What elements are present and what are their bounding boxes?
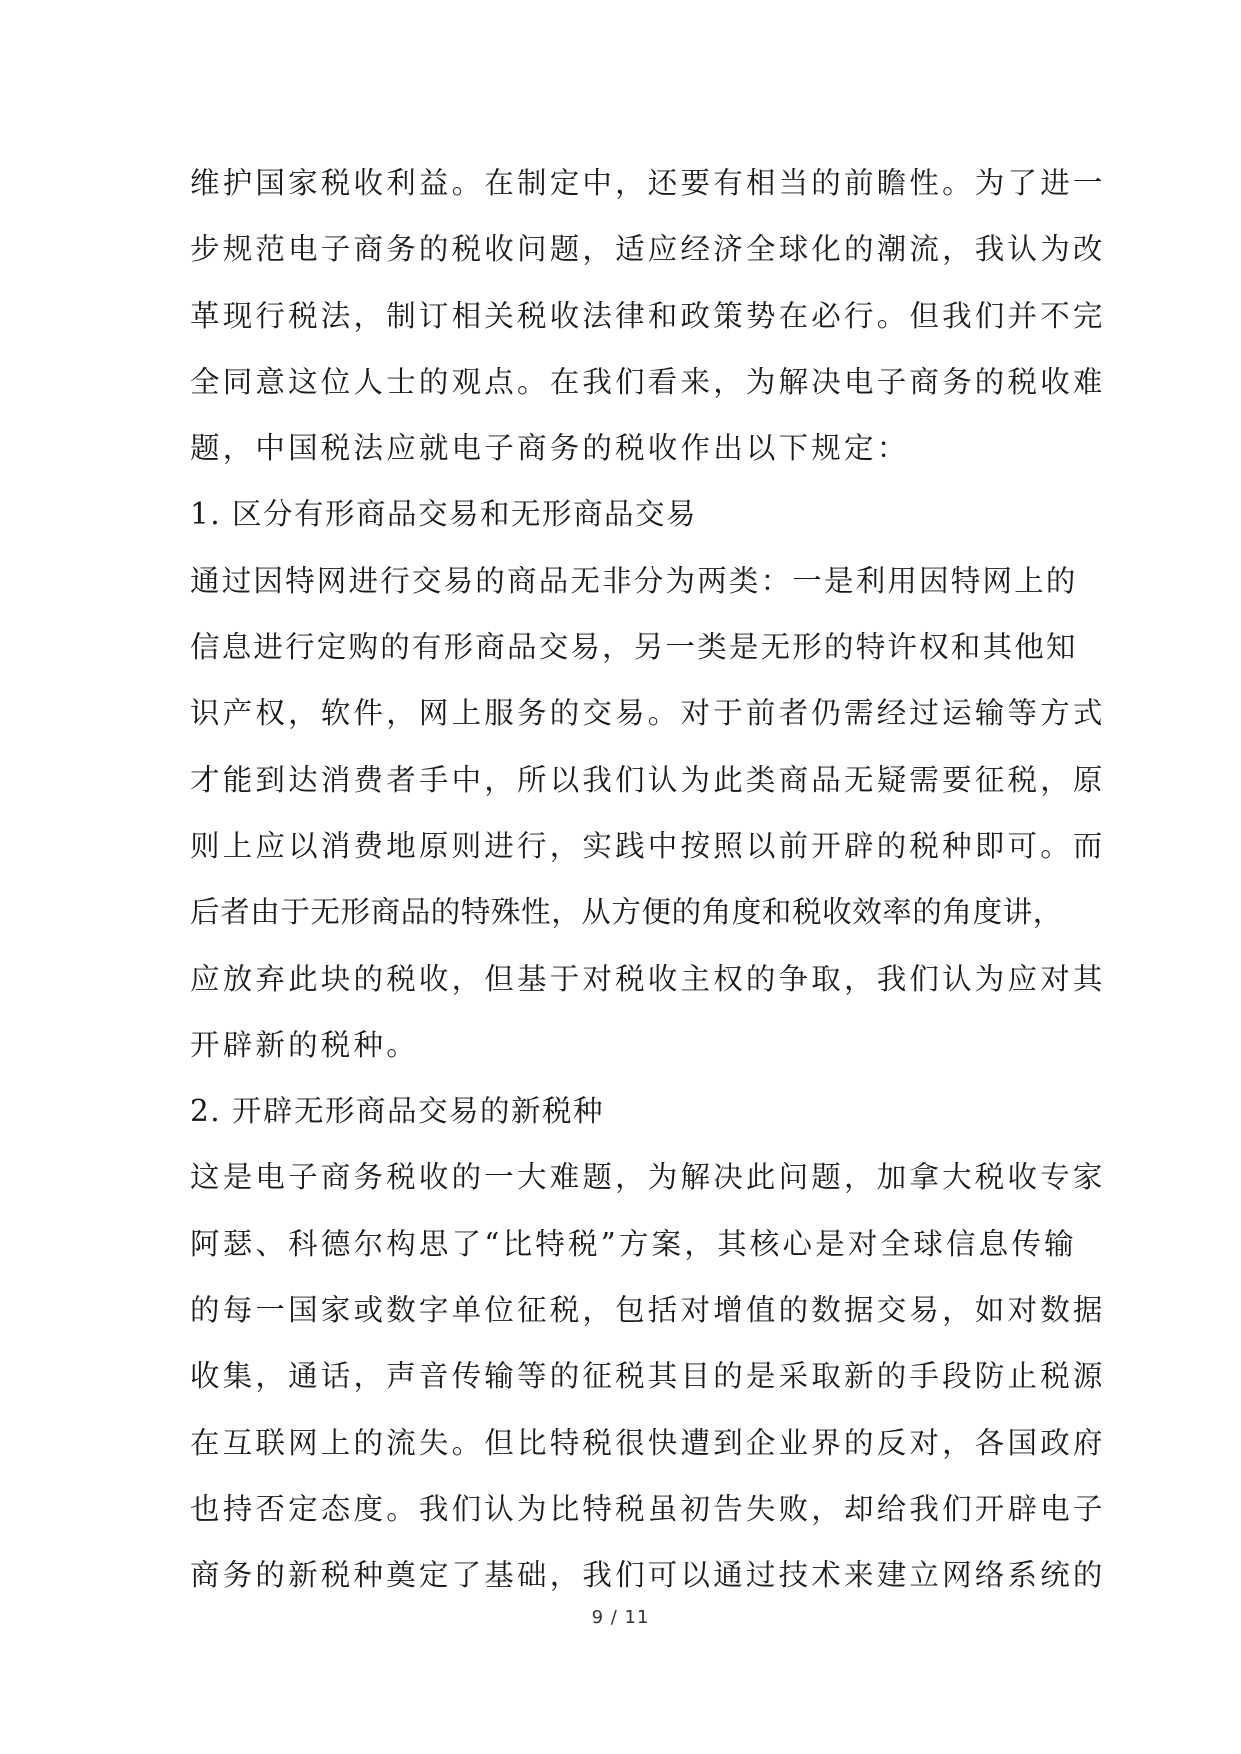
page-number: 9 / 11 <box>591 1607 650 1628</box>
paragraph-line: 阿瑟、科德尔构思了“比特税”方案，其核心是对全球信息传输 <box>190 1226 1077 1261</box>
section-heading-1: 1. 区分有形商品交易和无形商品交易 <box>190 497 698 532</box>
paragraph-line: 后者由于无形商品的特殊性，从方便的角度和税收效率的角度讲， <box>190 895 1063 930</box>
paragraph-line: 这是电子商务税收的一大难题，为解决此问题，加拿大税收专家 <box>190 1160 1106 1195</box>
paragraph-line: 的每一国家或数字单位征税，包括对增值的数据交易，如对数据 <box>190 1293 1106 1328</box>
paragraph-line: 革现行税法，制订相关税收法律和政策势在必行。但我们并不完 <box>190 298 1106 333</box>
document-body <box>190 150 1106 1609</box>
paragraph-line: 信息进行定购的有形商品交易，另一类是无形的特许权和其他知 <box>190 630 1078 665</box>
paragraph-line: 通过因特网进行交易的商品无非分为两类：一是利用因特网上的 <box>190 563 1078 598</box>
paragraph-line: 收集，通话，声音传输等的征税其目的是采取新的手段防止税源 <box>190 1359 1106 1394</box>
paragraph-line: 识产权，软件，网上服务的交易。对于前者仍需经过运输等方式 <box>190 696 1106 731</box>
paragraph-line: 题，中国税法应就电子商务的税收作出以下规定： <box>190 431 910 466</box>
paragraph-line: 则上应以消费地原则进行，实践中按照以前开辟的税种即可。而 <box>190 828 1106 863</box>
paragraph-line: 步规范电子商务的税收问题，适应经济全球化的潮流，我认为改 <box>190 232 1106 267</box>
section-heading-2: 2. 开辟无形商品交易的新税种 <box>190 1094 605 1129</box>
paragraph-line: 才能到达消费者手中，所以我们认为此类商品无疑需要征税，原 <box>190 762 1106 797</box>
paragraph-line: 开辟新的税种。 <box>190 1027 419 1062</box>
paragraph-line: 维护国家税收利益。在制定中，还要有相当的前瞻性。为了进一 <box>190 166 1106 200</box>
paragraph-line: 商务的新税种奠定了基础，我们可以通过技术来建立网络系统的 <box>190 1558 1106 1593</box>
paragraph-line: 也持否定态度。我们认为比特税虽初告失败，却给我们开辟电子 <box>190 1491 1106 1526</box>
paragraph-line: 全同意这位人士的观点。在我们看来，为解决电子商务的税收难 <box>190 364 1106 399</box>
paragraph-line: 在互联网上的流失。但比特税很快遭到企业界的反对，各国政府 <box>190 1425 1106 1460</box>
paragraph-line: 应放弃此块的税收，但基于对税收主权的争取，我们认为应对其 <box>190 961 1106 996</box>
